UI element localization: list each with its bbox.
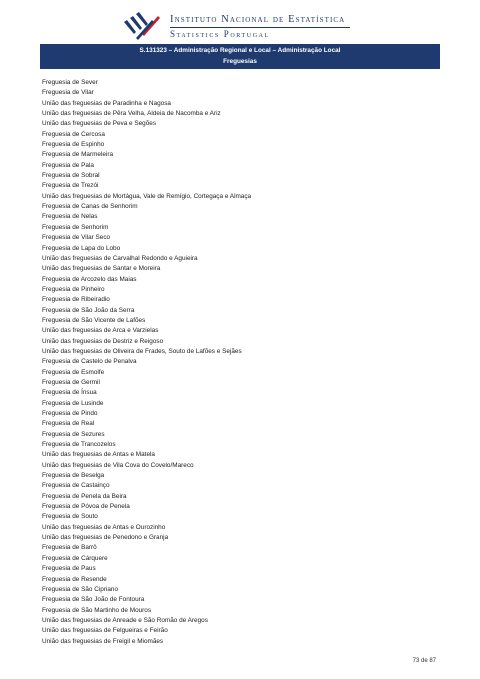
list-item: União das freguesias de Mortágua, Vale de Remígio, Cortegaça e Almaça: [42, 192, 252, 200]
list-item: Freguesia de Marmeleira: [42, 151, 114, 159]
list-item: Freguesia de Arcozelo das Maias: [42, 275, 137, 283]
list-item: Freguesia de Real: [42, 420, 95, 428]
list-item: Freguesia de Senhorim: [42, 223, 109, 231]
list-item: Freguesia de Paus: [42, 565, 96, 573]
list-item: União das freguesias de Carvalhal Redondo e Aguieira: [42, 254, 198, 262]
list-item: Freguesia de Trezói: [42, 182, 99, 190]
list-item: Freguesia de Pindo: [42, 410, 98, 417]
list-item: Freguesia de Beselga: [42, 472, 105, 480]
list-item: União das freguesias de Freigil e Miomães: [42, 637, 164, 645]
list-item: Freguesia de Vilar Seco: [42, 234, 111, 242]
org-name: Instituto Nacional de Estatística: [170, 14, 346, 25]
list-item: Freguesia de Pala: [42, 161, 94, 169]
list-item: Freguesia de São Vicente de Lafões: [42, 316, 146, 324]
list-item: Freguesia de Vilar: [42, 89, 94, 97]
logo-divider: [170, 27, 350, 28]
list-item: Freguesia de Resende: [42, 575, 107, 583]
list-item: Freguesia de São João de Fontoura: [42, 596, 145, 604]
list-item: Freguesia de Cercosa: [42, 130, 105, 138]
list-item: União das freguesias de Vila Cova do Covelo/Mareco: [42, 461, 194, 469]
list-item: União das freguesias de Arca e Varzielas: [42, 327, 159, 335]
list-item: União das freguesias de Paradinha e Nagosa: [42, 99, 171, 107]
list-item: Freguesia de Lusinde: [42, 399, 104, 407]
list-item: Freguesia de Barrô: [42, 544, 97, 552]
section-title-bar: [40, 44, 440, 69]
ine-logo: [122, 12, 372, 40]
list-item: Freguesia de Sezures: [42, 430, 105, 438]
section-subtitle: Freguesias: [223, 58, 257, 65]
list-item: Freguesia de Germil: [42, 378, 100, 386]
list-item: União das freguesias de Antas e Matela: [42, 451, 155, 459]
list-item: Freguesia de Ribeiradio: [42, 296, 110, 304]
list-item: Freguesia de Pinheiro: [42, 285, 105, 293]
list-item: União das freguesias de Oliveira de Frades, Souto de Lafões e Sejães: [42, 347, 242, 355]
list-item: Freguesia de Nelas: [42, 213, 98, 221]
list-item: União das freguesias de Destriz e Reigoso: [42, 337, 164, 345]
list-item: Freguesia de Póvoa de Penela: [42, 503, 130, 511]
ine-logo-icon: [122, 12, 160, 40]
list-item: União das freguesias de Pêra Velha, Aldeia de Nacomba e Ariz: [42, 110, 221, 118]
freguesia-list: [42, 78, 251, 647]
section-title: S.131323 – Administração Regional e Local – Administração Local: [139, 47, 341, 54]
list-item: Freguesia de Esmolfe: [42, 368, 105, 376]
list-item: União das freguesias de Anreade e São Romão de Aregos: [42, 616, 208, 624]
list-item: Freguesia de São Cipriano: [42, 585, 119, 593]
list-item: União das freguesias de Santar e Moreira: [42, 265, 161, 273]
list-item: Freguesia de Cárquere: [42, 554, 108, 562]
list-item: Freguesia de Ínsua: [42, 389, 97, 397]
page-number: 73 de 87: [412, 658, 436, 664]
list-item: União das freguesias de Peva e Segões: [42, 120, 157, 128]
list-item: Freguesia de São Martinho de Mouros: [42, 606, 152, 614]
list-item: Freguesia de Trancozelos: [42, 441, 116, 449]
list-item: Freguesia de Souto: [42, 513, 98, 521]
list-item: Freguesia de Sobral: [42, 172, 100, 180]
list-item: Freguesia de Sever: [42, 79, 98, 86]
list-item: Freguesia de São João da Serra: [42, 306, 135, 314]
list-item: Freguesia de Castelo de Penalva: [42, 358, 137, 366]
list-item: Freguesia de Penela da Beira: [42, 492, 127, 500]
org-name-en: Statistics Portugal: [170, 29, 270, 39]
list-item: Freguesia de Canas de Senhorim: [42, 203, 138, 211]
list-item: Freguesia de Lapa do Lobo: [42, 244, 121, 252]
list-item: União das freguesias de Antas e Ourozinho: [42, 523, 166, 531]
list-item: Freguesia de Espinho: [42, 141, 105, 149]
list-item: União das freguesias de Penedono e Granja: [42, 534, 169, 542]
list-item: União das freguesias de Felgueiras e Feirão: [42, 627, 168, 635]
list-item: Freguesia de Castainço: [42, 482, 110, 490]
